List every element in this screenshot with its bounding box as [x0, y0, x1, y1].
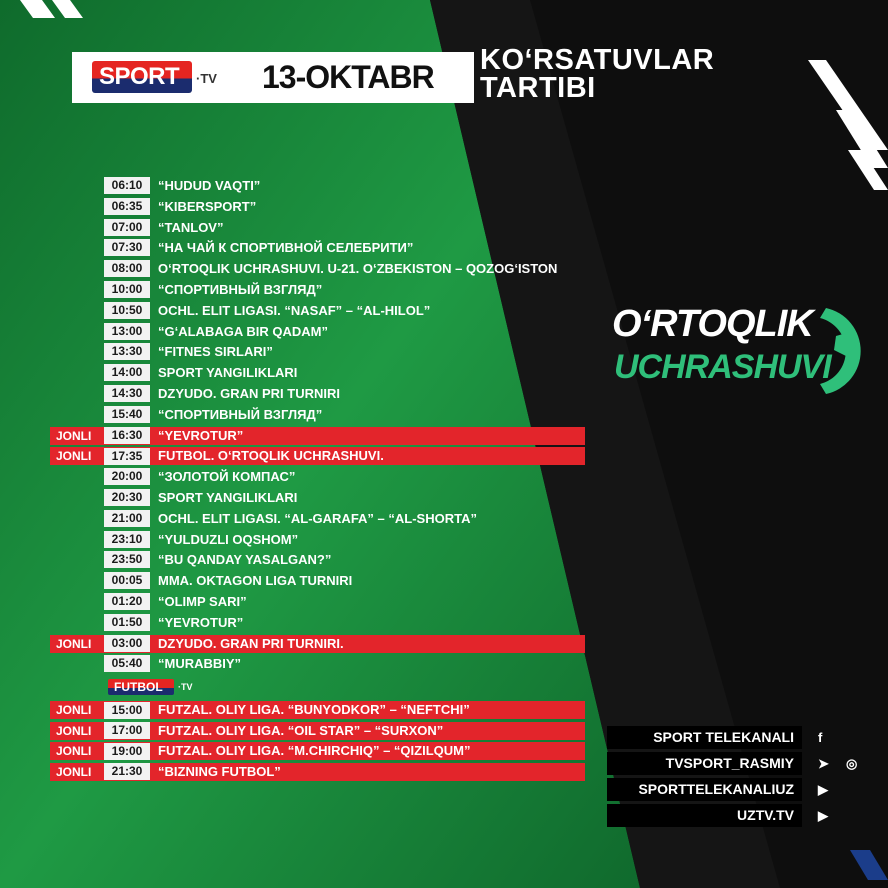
program-time: 14:30: [104, 385, 150, 402]
program-time: 19:00: [104, 743, 150, 760]
program-time: 00:05: [104, 572, 150, 589]
program-title: FUTBOL. O‘RTOQLIK UCHRASHUVI.: [158, 448, 384, 464]
schedule-row: [0, 468, 600, 486]
program-title: “YEVROTUR”: [158, 427, 244, 443]
program-title: OCHL. ELIT LIGASI. “AL-GARAFA” – “AL-SHORTA”: [158, 510, 477, 526]
schedule-row: [0, 593, 600, 611]
schedule-row: [0, 302, 600, 320]
program-title: “YEVROTUR”: [158, 614, 244, 630]
live-label: JONLI: [56, 449, 92, 464]
program-title: MMA. OKTAGON LIGA TURNIRI: [158, 573, 353, 589]
program-time: 16:30: [104, 427, 150, 444]
schedule-row: [0, 260, 600, 278]
program-title: “KIBERSPORT”: [158, 198, 257, 214]
badge-line-1: O‘RTOQLIK: [612, 303, 813, 345]
live-label: JONLI: [56, 723, 92, 738]
page-title: [480, 46, 714, 102]
schedule-row: [0, 343, 600, 361]
title-line-2: TARTIBI: [480, 72, 596, 104]
social-link[interactable]: SPORTTELEKANALIUZ: [607, 778, 802, 801]
schedule-row: [0, 531, 600, 549]
schedule-row: [0, 510, 600, 528]
program-title: OCHL. ELIT LIGASI. “NASAF” – “AL-HILOL”: [158, 302, 431, 318]
program-time: 06:35: [104, 198, 150, 215]
program-time: 07:30: [104, 239, 150, 256]
program-title: “СПОРТИВНЫЙ ВЗГЛЯД”: [158, 406, 323, 422]
program-title: “FITNES SIRLARI”: [158, 344, 273, 360]
program-title: “MURABBIY”: [158, 656, 242, 672]
social-link[interactable]: TVSPORT_RASMIY: [607, 752, 802, 775]
live-label: JONLI: [56, 764, 92, 779]
program-time: 21:30: [104, 763, 150, 780]
program-time: 15:40: [104, 406, 150, 423]
telegram-icon[interactable]: ➤: [818, 756, 829, 771]
program-time: 21:00: [104, 510, 150, 527]
schedule-row: [0, 281, 600, 299]
program-title: “НА ЧАЙ К СПОРТИВНОЙ СЕЛЕБРИТИ”: [158, 240, 414, 256]
program-time: 17:00: [104, 722, 150, 739]
program-title: “ЗОЛОТОЙ КОМПАС”: [158, 469, 296, 485]
program-title: FUTZAL. OLIY LIGA. “BUNYODKOR” – “NEFTCHI”: [158, 702, 470, 717]
schedule-row: [0, 364, 600, 382]
schedule-row: [0, 219, 600, 237]
program-time: 01:50: [104, 614, 150, 631]
schedule-row: [0, 635, 600, 653]
program-title: “HUDUD VAQTI”: [158, 178, 261, 193]
live-label: JONLI: [56, 636, 92, 651]
program-time: 23:50: [104, 551, 150, 568]
program-title: “OLIMP SARI”: [158, 594, 247, 609]
live-label: JONLI: [56, 744, 92, 758]
program-title: “G‘ALABAGA BIR QADAM”: [158, 323, 328, 339]
schedule-row: [0, 551, 600, 569]
schedule-row: [0, 239, 600, 257]
program-title: “BU QANDAY YASALGAN?”: [158, 552, 332, 568]
live-label: JONLI: [56, 428, 92, 443]
ortoqlik-uchrashuvi-badge: [606, 300, 876, 410]
schedule-row: [0, 177, 600, 195]
program-time: 20:00: [104, 468, 150, 485]
program-time: 15:00: [104, 702, 150, 719]
program-time: 10:00: [104, 281, 150, 298]
header-bar: [72, 52, 474, 103]
schedule-row: [0, 763, 600, 781]
badge-line-2: UCHRASHUVI: [614, 348, 831, 386]
program-title: SPORT YANGILIKLARI: [158, 490, 298, 505]
program-time: 20:30: [104, 489, 150, 506]
program-title: “TANLOV”: [158, 219, 224, 235]
program-title: “СПОРТИВНЫЙ ВЗГЛЯД”: [158, 282, 323, 297]
futbol-logo-text: FUTBOL: [114, 680, 163, 694]
schedule-row: [0, 614, 600, 632]
social-link[interactable]: UZTV.TV: [607, 804, 802, 827]
schedule-row: [0, 701, 600, 719]
schedule-row: [0, 406, 600, 424]
program-time: 10:50: [104, 302, 150, 319]
schedule-row: [0, 385, 600, 403]
futbol-tv-logo: [108, 679, 198, 695]
program-title: FUTZAL. OLIY LIGA. “OIL STAR” – “SURXON”: [158, 722, 444, 738]
schedule-row: [0, 489, 600, 507]
program-time: 05:40: [104, 655, 150, 672]
logo-text: SPORT: [99, 63, 180, 90]
program-time: 07:00: [104, 219, 150, 236]
program-time: 23:10: [104, 531, 150, 548]
program-title: O‘RTOQLIK UCHRASHUVI. U-21. O‘ZBEKISTON – QOZOG‘ISTON: [158, 261, 558, 277]
program-title: “YULDUZLI OQSHOM”: [158, 531, 299, 547]
program-time: 14:00: [104, 364, 150, 381]
program-time: 06:10: [104, 177, 150, 194]
program-time: 13:30: [104, 343, 150, 360]
program-time: 08:00: [104, 260, 150, 277]
schedule-row: [0, 572, 600, 590]
live-label: JONLI: [56, 703, 92, 717]
facebook-icon[interactable]: f: [818, 730, 823, 745]
program-time: 01:20: [104, 593, 150, 610]
sport-tv-logo: [92, 61, 217, 93]
schedule-row: [0, 427, 600, 445]
schedule-row: [0, 655, 600, 673]
program-time: 03:00: [104, 635, 150, 652]
schedule-row: [0, 198, 600, 216]
schedule-row: [0, 447, 600, 465]
social-link[interactable]: SPORT TELEKANALI: [607, 726, 802, 749]
program-title: “BIZNING FUTBOL”: [158, 763, 281, 779]
youtube-icon[interactable]: ▶: [818, 782, 828, 797]
program-title: FUTZAL. OLIY LIGA. “M.CHIRCHIQ” – “QIZILQUM”: [158, 743, 471, 758]
program-title: SPORT YANGILIKLARI: [158, 365, 298, 381]
program-title: DZYUDO. GRAN PRI TURNIRI: [158, 386, 340, 401]
schedule-date: 13-OKTABR: [262, 59, 434, 95]
youtube-icon[interactable]: ▶: [818, 808, 828, 823]
schedule-row: [0, 323, 600, 341]
program-title: DZYUDO. GRAN PRI TURNIRI.: [158, 635, 344, 651]
logo-suffix: ·TV: [196, 71, 217, 86]
program-time: 13:00: [104, 323, 150, 340]
program-time: 17:35: [104, 448, 150, 465]
schedule-row: [0, 742, 600, 760]
schedule-row: [0, 722, 600, 740]
futbol-logo-suffix: ·TV: [178, 682, 193, 692]
instagram-icon[interactable]: ◎: [846, 756, 858, 771]
title-line-1: KO‘RSATUVLAR: [480, 44, 715, 76]
soccer-ball-icon: [806, 306, 868, 396]
